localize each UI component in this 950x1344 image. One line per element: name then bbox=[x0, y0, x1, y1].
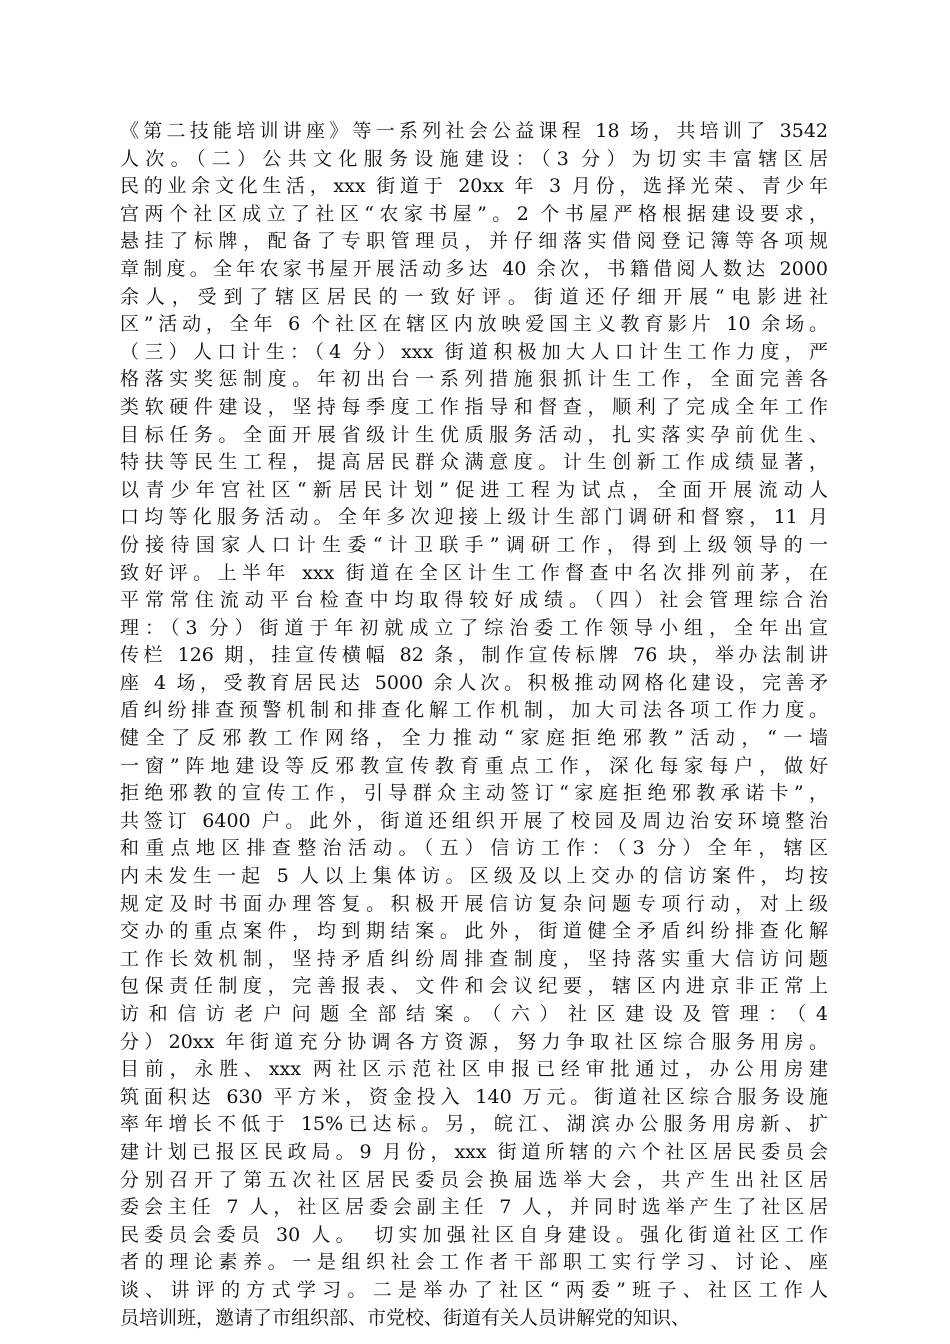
text-line: 目标任务。全面开展省级计生优质服务活动，扎实落实孕前优生、 bbox=[120, 423, 828, 446]
text-line: 特扶等民生工程，提高居民群众满意度。计生创新工作成绩显著， bbox=[120, 451, 828, 474]
text-line: 和重点地区排查整治活动。（五）信访工作：（3 分）全年，辖区 bbox=[120, 837, 828, 860]
text-line: 工作长效机制，坚持矛盾纠纷周排查制度，坚持落实重大信访问题 bbox=[120, 947, 828, 970]
text-line: 区”活动，全年 6 个社区在辖区内放映爱国主义教育影片 10 余场。 bbox=[120, 313, 828, 336]
text-line: （三）人口计生：（4 分）xxx 街道积极加大人口计生工作力度，严 bbox=[120, 340, 828, 363]
text-line: 筑面积达 630 平方米，资金投入 140 万元。街道社区综合服务设施 bbox=[120, 1085, 828, 1108]
text-line: 口均等化服务活动。全年多次迎接上级计生部门调研和督察，11 月 bbox=[120, 506, 828, 529]
text-line: 格落实奖惩制度。年初出台一系列措施狠抓计生工作，全面完善各 bbox=[120, 368, 828, 391]
text-line: 人次。（二）公共文化服务设施建设：（3 分）为切实丰富辖区居 bbox=[120, 147, 828, 170]
text-line: 宫两个社区成立了社区“农家书屋”。2 个书屋严格根据建设要求， bbox=[120, 202, 828, 225]
text-line: 规定及时书面办理答复。积极开展信访复杂问题专项行动，对上级 bbox=[120, 892, 828, 915]
text-line: 座 4 场，受教育居民达 5000 余人次。积极推动网格化建设，完善矛 bbox=[120, 671, 828, 694]
text-line: 员培训班，邀请了市组织部、市党校、街道有关人员讲解党的知识、 bbox=[120, 1306, 691, 1329]
text-line: 份接待国家人口计生委“计卫联手”调研工作，得到上级领导的一 bbox=[120, 533, 828, 556]
text-line: 平常常住流动平台检查中均取得较好成绩。（四）社会管理综合治 bbox=[120, 589, 828, 612]
text-line: 分）20xx 年街道充分协调各方资源，努力争取社区综合服务用房。 bbox=[120, 1030, 828, 1053]
text-line: 《第二技能培训讲座》等一系列社会公益课程 18 场，共培训了 3542 bbox=[120, 120, 828, 142]
text-line: 盾纠纷排查预警机制和排查化解工作机制，加大司法各项工作力度。 bbox=[120, 699, 828, 722]
text-line: 者的理论素养。一是组织社会工作者干部职工实行学习、讨论、座 bbox=[120, 1251, 828, 1274]
text-line: 委会主任 7 人，社区居委会副主任 7 人，并同时选举产生了社区居 bbox=[120, 1196, 828, 1219]
text-line: 建计划已报区民政局。9 月份，xxx 街道所辖的六个社区居民委员会 bbox=[120, 1140, 828, 1163]
text-line: 谈、讲评的方式学习。二是举办了社区“两委”班子、社区工作人 bbox=[120, 1278, 828, 1301]
text-line: 健全了反邪教工作网络，全力推动“家庭拒绝邪教”活动，“一墙 bbox=[120, 727, 828, 750]
document-body bbox=[120, 118, 828, 1332]
text-line: 以青少年宫社区“新居民计划”促进工程为试点，全面开展流动人 bbox=[120, 478, 828, 501]
text-line: 理：（3 分）街道于年初就成立了综治委工作领导小组，全年出宣 bbox=[120, 616, 828, 639]
text-line: 民委员会委员 30 人。 切实加强社区自身建设。强化街道社区工作 bbox=[120, 1223, 828, 1246]
text-line: 率年增长不低于 15%已达标。另，皖江、湖滨办公服务用房新、扩 bbox=[120, 1113, 828, 1136]
text-line: 拒绝邪教的宣传工作，引导群众主动签订“家庭拒绝邪教承诺卡”， bbox=[120, 782, 828, 805]
text-line: 章制度。全年农家书屋开展活动多达 40 余次，书籍借阅人数达 2000 bbox=[120, 257, 828, 280]
text-line: 交办的重点案件，均到期结案。此外，街道健全矛盾纠纷排查化解 bbox=[120, 920, 828, 943]
text-line: 共签订 6400 户。此外，街道还组织开展了校园及周边治安环境整治 bbox=[120, 809, 828, 832]
text-line: 余人，受到了辖区居民的一致好评。街道还仔细开展“电影进社 bbox=[120, 285, 828, 308]
text-line: 传栏 126 期，挂宣传横幅 82 条，制作宣传标牌 76 块，举办法制讲 bbox=[120, 644, 828, 667]
text-line: 民的业余文化生活，xxx 街道于 20xx 年 3 月份，选择光荣、青少年 bbox=[120, 175, 828, 198]
text-line: 一窗”阵地建设等反邪教宣传教育重点工作，深化每家每户，做好 bbox=[120, 754, 828, 777]
text-line: 悬挂了标牌，配备了专职管理员，并仔细落实借阅登记簿等各项规 bbox=[120, 230, 828, 253]
text-line: 目前，永胜、xxx 两社区示范社区申报已经审批通过，办公用房建 bbox=[120, 1058, 828, 1081]
text-line: 包保责任制度，完善报表、文件和会议纪要，辖区内进京非正常上 bbox=[120, 975, 828, 998]
text-line: 类软硬件建设，坚持每季度工作指导和督查，顺利了完成全年工作 bbox=[120, 395, 828, 418]
text-line: 访和信访老户问题全部结案。（六）社区建设及管理：（4 bbox=[120, 1003, 828, 1025]
text-line: 分别召开了第五次社区居民委员会换届选举大会，共产生出社区居 bbox=[120, 1168, 828, 1191]
text-line: 内未发生一起 5 人以上集体访。区级及以上交办的信访案件，均按 bbox=[120, 865, 828, 888]
text-line: 致好评。上半年 xxx 街道在全区计生工作督查中名次排列前茅，在 bbox=[120, 561, 828, 584]
